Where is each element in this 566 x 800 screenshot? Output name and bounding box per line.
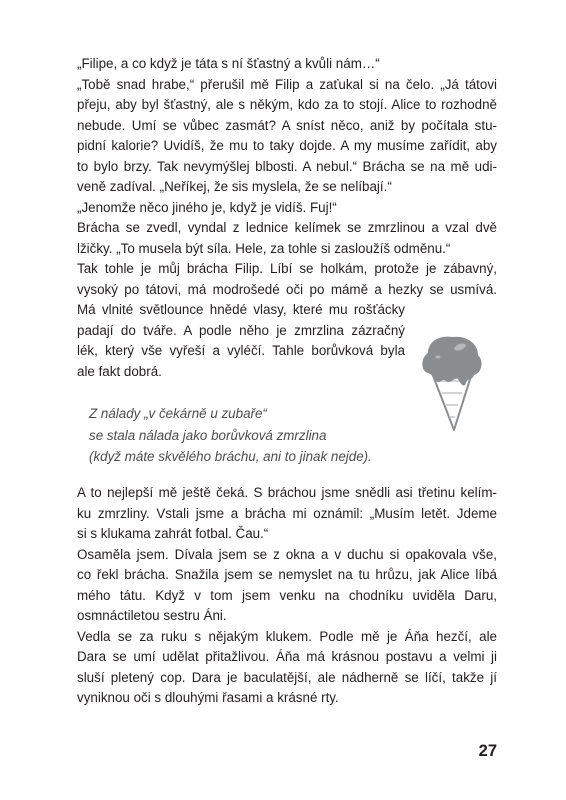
text-line: si s klukama zahrát fotbal. Čau.“ — [77, 526, 269, 541]
text-line: „Filipe, a co když je táta s ní šťastný a kvůli nám…“ — [77, 56, 380, 71]
italic-quote — [89, 403, 372, 468]
text-line: Osaměla jsem. Dívala jsem se z okna a v duchu si opakovala vše, — [77, 546, 497, 562]
text-line: lék, který vše vyřeší a vyléčí. Tahle borůvková byla — [77, 343, 405, 358]
quote-line: (když máte skvělého bráchu, ani to jinak nejde). — [89, 449, 372, 464]
text-line: Má vlnité světlounce hnědé vlasy, které mu rošťácky — [77, 302, 405, 317]
text-line: pidní kalorie? Uvidíš, že mu to taky dojde. A my musíme zařídit, aby — [77, 138, 497, 153]
text-line: ku zmrzliny. Vstali jsme a brácha mi oznámil: „Musím letět. Jdeme — [77, 505, 497, 521]
text-line: nebude. Umí se vůbec zasmát? A sníst něco, aniž by počítala stu- — [77, 117, 497, 133]
text-line: Brácha se zvedl, vyndal z lednice kelímek se zmrzlinou a vzal dvě — [77, 220, 497, 235]
text-line: padají do tváře. A podle něho je zmrzlina zázračný — [77, 322, 405, 338]
text-line: osmnáctiletou sestru Áni. — [77, 608, 227, 623]
body-text-bottom — [77, 483, 497, 709]
text-line: A to nejlepší mě ještě čeká. S bráchou jsme snědli asi třetinu kelím- — [77, 485, 497, 500]
text-line: mého tátu. Když v tom jsem venku na chodníku uviděla Daru, — [77, 587, 497, 603]
text-line: veně zadíval. „Neříkej, že sis myslela, že se nelíbají.“ — [77, 179, 392, 194]
text-line: to bylo brzy. Tak nevymýšlej blbosti. A nebul.“ Brácha se na mě udi- — [77, 158, 497, 174]
ice-cream-cone-icon — [418, 333, 486, 433]
text-line: lžičky. „To musela být síla. Hele, za tohle si zasloužíš odměnu.“ — [77, 240, 451, 256]
text-line: vyniknou oči s dlouhými řasami a krásné rty. — [77, 690, 339, 705]
text-line: Tak tohle je můj brácha Filip. Líbí se holkám, protože je zábavný, — [77, 261, 497, 276]
quote-line: Z nálady „v čekárně u zubaře“ — [89, 406, 267, 421]
quote-line: se stala nálada jako borůvková zmrzlina — [89, 427, 327, 443]
text-line: co řekl brácha. Snažila jsem se nemyslet na tu hrůzu, jak Alice líbá — [77, 567, 497, 582]
text-line: „Tobě snad hrabe,“ přerušil mě Filip a zaťukal si na čelo. „Já tátovi — [77, 76, 497, 92]
text-line: sluší pletený cop. Dara je baculatější, ale nádherně se líčí, takže jí — [77, 669, 497, 685]
page-number: 27 — [478, 742, 497, 760]
text-line: vysoký po tátovi, má modrošedé oči po mámě a hezky se usmívá. — [77, 281, 497, 297]
text-line: „Jenomže něco jiného je, když je vidíš. Fuj!“ — [77, 199, 337, 215]
text-line: ale fakt dobrá. — [77, 363, 162, 379]
text-line: přeju, aby byl šťastný, ale s někým, kdo za to stojí. Alice to rozhodně — [77, 97, 497, 112]
text-line: Dara se umí udělat přitažlivou. Áňa má krásnou postavu a velmi ji — [77, 649, 497, 664]
text-line: Vedla se za ruku s nějakým klukem. Podle mě je Áňa hezčí, ale — [77, 628, 497, 644]
